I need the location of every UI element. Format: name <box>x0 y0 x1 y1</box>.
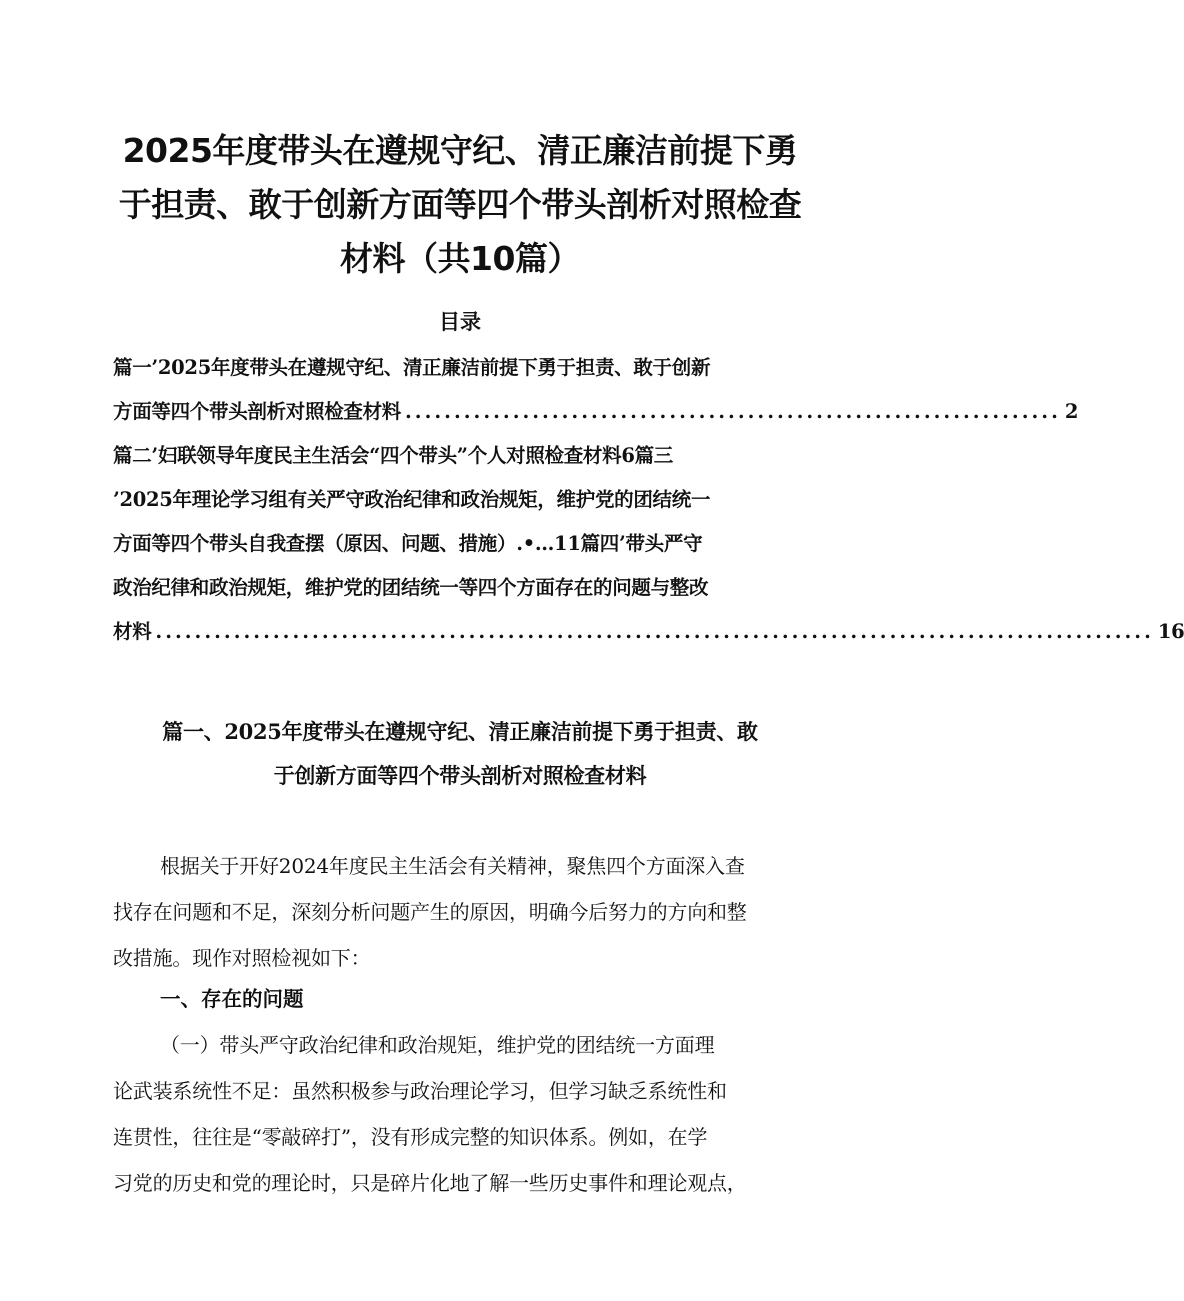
intro-line-3: 改措施。现作对照检视如下： <box>113 946 371 970</box>
toc-page-number: 2 <box>1064 400 1079 423</box>
toc-leader-dots: ................................................................... <box>405 400 1061 423</box>
toc-line-7[interactable] <box>113 610 1184 654</box>
toc-line-1[interactable]: 篇一’2025年度带头在遵规守纪、清正廉洁前提下勇于担责、敢于创新 <box>113 356 711 379</box>
section-title-line-2: 于创新方面等四个带头剖析对照检查材料 <box>273 763 647 788</box>
toc-leader-dots: ...................................................................................................... <box>155 620 1154 643</box>
toc-entry-text: 方面等四个带头剖析对照检查材料 <box>113 400 402 423</box>
toc-entry-text: 材料 <box>113 620 152 643</box>
section-title-line-1: 篇一、2025年度带头在遵规守纪、清正廉洁前提下勇于担责、敢 <box>162 719 758 744</box>
body-line-4: 习党的历史和党的理论时，只是碎片化地了解一些历史事件和理论观点， <box>113 1171 747 1195</box>
body-line-1: （一）带头严守政治纪律和政治规矩，维护党的团结统一方面理 <box>160 1033 715 1057</box>
section-subheading: 一、存在的问题 <box>160 987 304 1011</box>
section-title <box>100 710 820 798</box>
intro-line-2: 找存在问题和不足，深刻分析问题产生的原因，明确今后努力的方向和整 <box>113 900 747 924</box>
title-line-2: 于担责、敢于创新方面等四个带头剖析对照检查 <box>118 185 802 224</box>
toc-line-3[interactable]: 篇二’妇联领导年度民主生活会“四个带头”个人对照检查材料6篇三 <box>113 444 673 467</box>
toc-line-4[interactable]: ’2025年理论学习组有关严守政治纪律和政治规矩，维护党的团结统一 <box>113 488 711 511</box>
toc-page-number: 16 <box>1157 620 1184 643</box>
toc-line-6[interactable]: 政治纪律和政治规矩，维护党的团结统一等四个方面存在的问题与整改 <box>113 576 709 599</box>
intro-line-1: 根据关于开好2024年度民主生活会有关精神，聚焦四个方面深入查 <box>160 854 745 878</box>
body-line-2: 论武装系统性不足：虽然积极参与政治理论学习，但学习缺乏系统性和 <box>113 1079 727 1103</box>
toc-line-2[interactable] <box>113 390 1079 434</box>
title-line-3: 材料（共10篇） <box>340 239 580 278</box>
toc-line-5[interactable]: 方面等四个带头自我查摆（原因、问题、措施）.•…11篇四’带头严守 <box>113 532 703 555</box>
title-line-1: 2025年度带头在遵规守纪、清正廉洁前提下勇 <box>122 131 798 170</box>
toc-heading: 目录 <box>439 310 481 334</box>
body-line-3: 连贯性，往往是“零敲碎打”，没有形成完整的知识体系。例如，在学 <box>113 1125 708 1149</box>
document-title <box>110 124 810 286</box>
